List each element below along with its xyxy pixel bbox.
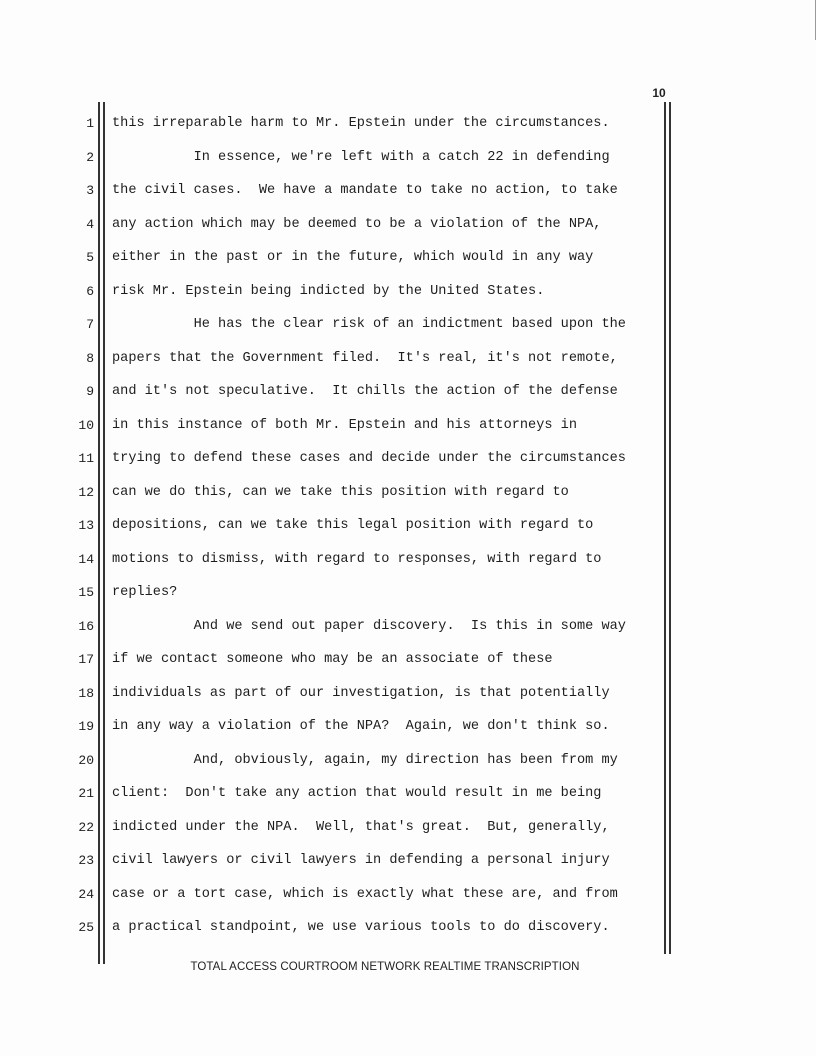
line-number: 18	[78, 685, 94, 701]
line-number: 16	[78, 618, 94, 634]
transcript-line	[0, 515, 816, 549]
line-text: case or a tort case, which is exactly what these are, and from	[112, 886, 618, 902]
line-number: 24	[78, 886, 94, 902]
line-number: 5	[86, 250, 94, 265]
transcript-line	[0, 750, 816, 784]
transcript-line	[0, 448, 816, 482]
line-text: either in the past or in the future, which would in any way	[112, 250, 594, 265]
line-number: 12	[78, 484, 94, 500]
transcript-line	[0, 817, 816, 851]
transcript-line	[0, 616, 816, 650]
line-text: indicted under the NPA. Well, that's great. But, generally,	[112, 819, 610, 835]
line-number: 15	[78, 585, 94, 600]
transcript-line	[0, 482, 816, 516]
line-number: 2	[86, 149, 94, 165]
transcript-line	[0, 917, 816, 951]
line-text: civil lawyers or civil lawyers in defending a personal injury	[112, 853, 610, 868]
line-text: papers that the Government filed. It's real, it's not remote,	[112, 350, 618, 366]
line-number: 4	[86, 216, 94, 232]
line-number: 9	[86, 384, 94, 399]
transcript-line	[0, 783, 816, 817]
line-number: 14	[78, 551, 94, 567]
transcript-line	[0, 214, 816, 248]
transcript-line	[0, 314, 816, 348]
line-number: 11	[78, 451, 94, 466]
transcript-line	[0, 147, 816, 181]
transcript-line	[0, 549, 816, 583]
line-number: 23	[78, 853, 94, 868]
line-number: 22	[78, 819, 94, 835]
transcript-line	[0, 113, 816, 147]
transcript-line	[0, 884, 816, 918]
line-text: replies?	[112, 585, 178, 600]
line-number: 6	[86, 283, 94, 299]
transcript-line	[0, 716, 816, 750]
line-text: and it's not speculative. It chills the action of the defense	[112, 384, 618, 399]
line-text: And we send out paper discovery. Is this in some way	[112, 618, 626, 634]
transcript-line	[0, 582, 816, 616]
line-text: the civil cases. We have a mandate to take no action, to take	[112, 183, 618, 198]
line-text: a practical standpoint, we use various tools to do discovery.	[112, 920, 610, 935]
line-text: in this instance of both Mr. Epstein and his attorneys in	[112, 417, 577, 433]
line-text: any action which may be deemed to be a violation of the NPA,	[112, 216, 602, 232]
line-text: And, obviously, again, my direction has been from my	[112, 752, 618, 768]
line-text: individuals as part of our investigation, is that potentially	[112, 685, 610, 701]
line-number: 3	[86, 183, 94, 198]
line-number: 7	[86, 317, 94, 332]
transcript-footer: TOTAL ACCESS COURTROOM NETWORK REALTIME TRANSCRIPTION	[190, 961, 580, 973]
line-text: He has the clear risk of an indictment based upon the	[112, 317, 626, 332]
line-text: risk Mr. Epstein being indicted by the United States.	[112, 283, 545, 299]
page-number: 10	[652, 86, 666, 100]
line-number: 21	[78, 786, 94, 801]
line-text: motions to dismiss, with regard to responses, with regard to	[112, 551, 602, 567]
line-number: 1	[86, 116, 94, 131]
line-number: 25	[78, 920, 94, 935]
transcript-line	[0, 180, 816, 214]
transcript-line	[0, 247, 816, 281]
transcript-line	[0, 348, 816, 382]
line-number: 17	[78, 652, 94, 667]
line-text: this irreparable harm to Mr. Epstein under the circumstances.	[112, 116, 610, 131]
transcript-line	[0, 281, 816, 315]
transcript-line	[0, 850, 816, 884]
line-number: 20	[78, 752, 94, 768]
transcript-lines	[0, 113, 816, 951]
transcript-line	[0, 683, 816, 717]
line-text: depositions, can we take this legal position with regard to	[112, 518, 594, 533]
line-text: in any way a violation of the NPA? Again, we don't think so.	[112, 719, 610, 734]
line-number: 10	[78, 417, 94, 433]
line-text: can we do this, can we take this position with regard to	[112, 484, 569, 500]
line-text: if we contact someone who may be an associate of these	[112, 652, 553, 667]
line-text: In essence, we're left with a catch 22 in defending	[112, 149, 610, 165]
line-text: client: Don't take any action that would result in me being	[112, 786, 602, 801]
line-number: 8	[86, 350, 94, 366]
transcript-line	[0, 415, 816, 449]
transcript-line	[0, 381, 816, 415]
line-text: trying to defend these cases and decide under the circumstances	[112, 451, 626, 466]
transcript-line	[0, 649, 816, 683]
line-number: 19	[78, 719, 94, 734]
line-number: 13	[78, 518, 94, 533]
